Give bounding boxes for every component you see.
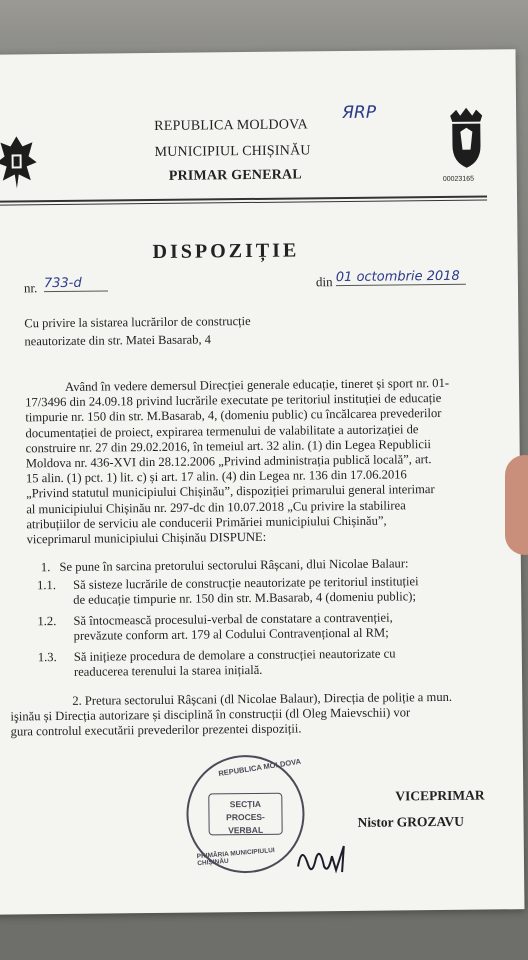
header-mayor: PRIMAR GENERAL	[168, 167, 302, 184]
handwritten-mark: ЯRP	[342, 102, 377, 124]
signatory-role: VICEPRIMAR	[395, 787, 485, 804]
signature-scribble-icon	[294, 836, 354, 881]
stamp-center-line-2: PROCES-VERBAL	[226, 811, 265, 836]
item-1	[41, 556, 409, 575]
preamble	[25, 375, 507, 547]
closing-line: işinău și Direcția autorizare și disciplină în construcții (dl Oleg Maievschii) vor	[10, 705, 411, 724]
preamble-line: Moldova nr. 436-XVI din 28.12.2006 „Privind administrația publică locală”, art.	[25, 452, 432, 471]
date-label: din	[315, 274, 333, 290]
holding-finger	[505, 455, 528, 555]
signatory-name: Nistor GROZAVU	[357, 813, 465, 830]
header-municipality: MUNICIPIUL CHIȘINĂU	[154, 143, 311, 160]
preamble-line: al municipiului Chișinău nr. 297-dc din 10.07.2018 „Cu privire la stabilirea	[26, 497, 406, 516]
stamp-center-line-1: SECȚIA	[229, 798, 262, 810]
preamble-line: atribuțiilor de serviciu ale conducerii Primăriei municipiului Chișinău”,	[26, 513, 387, 532]
item-text: Să sisteze lucrările de construcție neautorizate pe teritoriul instituției	[72, 574, 419, 592]
item-number: 1.1.	[36, 578, 57, 593]
closing-line: gura controlul executării prevederilor prezentei dispoziții.	[10, 721, 302, 739]
item-text: readucerea terenului la starea inițială.	[73, 663, 263, 680]
nr-label: nr.	[23, 280, 38, 296]
closing-line: 2. Pretura sectorului Râșcani (dl Nicolae Balaur), Direcția de poliție a mun.	[72, 689, 453, 708]
nr-value: 733-d	[44, 275, 108, 292]
item-text: Să întocmească procesului-verbal de constatare a contravenției,	[73, 610, 393, 628]
subject-line-2: neautorizate din str. Matei Basarab, 4	[24, 332, 211, 349]
item-1-3	[38, 645, 498, 680]
date-value: 01 octombrie 2018	[336, 269, 466, 286]
item-number: 1.2.	[37, 614, 57, 629]
official-stamp	[186, 754, 305, 873]
preamble-line: viceprimarul municipiului Chișinău DISPUNE:	[26, 529, 267, 547]
item-text: Se pune în sarcina pretorului sectorului Râșcani, dlui Nicolae Balaur:	[59, 556, 409, 574]
coat-of-arms-moldova-icon	[0, 132, 37, 192]
stamp-ring-top: REPUBLICA MOLDOVA	[217, 756, 302, 779]
chisinau-emblem-icon	[446, 106, 487, 172]
item-text: Să inițieze procedura de demolare a construcției neautorizate cu	[73, 646, 396, 664]
closing-paragraph	[10, 689, 506, 740]
preamble-line: 15 alin. (1) pct. 1) lit. c) și art. 17 alin. (4) din Legea nr. 136 din 17.06.2016	[25, 467, 407, 486]
preamble-line: 17/3496 din 24.09.18 privind lucrările executate pe teritoriul instituției de educație	[25, 391, 442, 410]
document-title: DISPOZIȚIE	[152, 239, 300, 264]
item-1-2	[37, 609, 497, 644]
item-text: prevăzute conform art. 179 al Codului Contravențional al RM;	[73, 625, 389, 644]
item-1-1	[37, 573, 497, 608]
preamble-line: documentației de proiect, expirarea termenului de valabilitate a autorizației de	[25, 421, 419, 440]
document-sheet	[0, 49, 524, 915]
item-number: 1.3.	[37, 650, 57, 665]
subject-line-1: Cu privire la sistarea lucrărilor de construcție	[24, 313, 251, 331]
serial-number: 00023165	[442, 175, 475, 183]
preamble-line: timpurie nr. 150 din str. M.Basarab, 4, (domeniu public) cu încălcarea prevederilor	[25, 406, 442, 425]
header-republic: REPUBLICA MOLDOVA	[154, 117, 309, 134]
preamble-line: „Privind statutul municipiului Chișinău”, dispoziției primarului general interimar	[26, 482, 435, 501]
item-number: 1.	[40, 560, 51, 575]
stamp-ring-bottom: PRIMĂRIA MUNICIPIULUI CHIȘINĂU	[196, 847, 275, 868]
stamp-center	[208, 793, 282, 836]
preamble-line: Având în vedere demersul Direcției generale educație, tineret și sport nr. 01-	[64, 375, 450, 394]
preamble-line: construire nr. 27 din 29.02.2016, în temeiul art. 32 alin. (1) din Legea Republicii	[25, 436, 432, 456]
item-text: de educație timpurie nr. 150 din str. M.Basarab, 4 (domeniu public);	[73, 589, 417, 608]
